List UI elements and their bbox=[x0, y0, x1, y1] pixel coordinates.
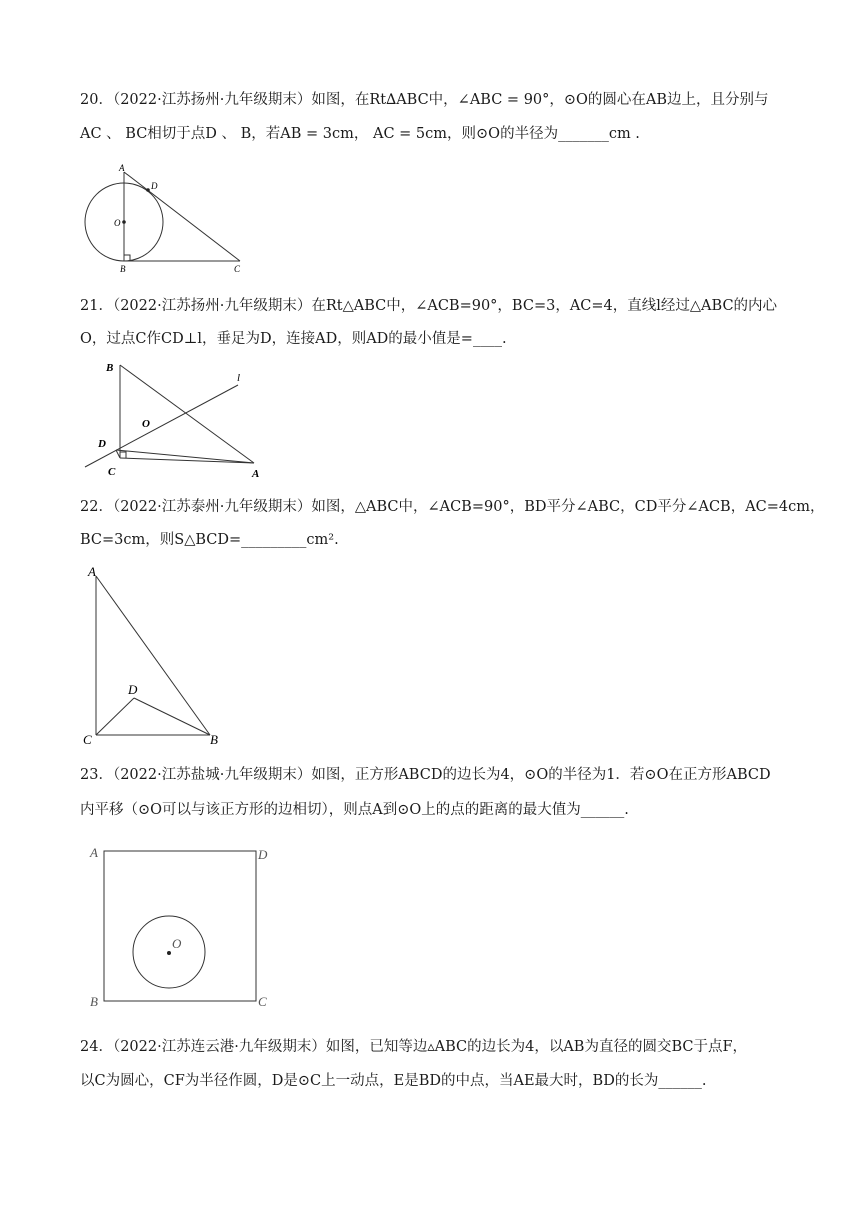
q20-line1: 20．（2022·江苏扬州·九年级期末）如图，在Rt∆ABC中，∠ABC = 90°，⊙O的圆心在AB边上，且分别与 bbox=[80, 92, 769, 108]
q21-line1: 21．（2022·江苏扬州·九年级期末）在Rt△ABC中，∠ACB=90°，BC=3，AC=4，直线l经过△ABC的内心 bbox=[80, 298, 778, 314]
q22-line2 bbox=[80, 530, 339, 550]
q21-source: （2022·江苏扬州·九年级期末） bbox=[112, 298, 312, 314]
q21-figure bbox=[80, 355, 270, 481]
q22-source: （2022·江苏泰州·九年级期末） bbox=[112, 499, 312, 515]
q23-label-o: O bbox=[172, 936, 182, 951]
q24-text1: 如图，已知等边▵ABC的边长为4，以AB为直径的圆交BC于点F， bbox=[325, 1039, 748, 1055]
q22-label-a: A bbox=[88, 564, 96, 579]
q22-text2: BC=3cm，则S△BCD=_________cm². bbox=[80, 532, 339, 548]
q20-label-a: A bbox=[119, 163, 125, 173]
q23-point-o bbox=[167, 951, 171, 955]
q20-line2 bbox=[80, 124, 640, 144]
q21-line2 bbox=[80, 329, 507, 349]
q23-label-b: B bbox=[90, 994, 98, 1009]
q21-label-c: C bbox=[108, 466, 116, 478]
q23-line2 bbox=[80, 800, 629, 820]
q23-text1: 如图，正方形ABCD的边长为4，⊙O的半径为1．若⊙O在正方形ABCD bbox=[311, 767, 771, 783]
q21-text1: 在Rt△ABC中，∠ACB=90°，BC=3，AC=4，直线l经过△ABC的内心 bbox=[311, 298, 778, 314]
q24-source: （2022·江苏连云港·九年级期末） bbox=[112, 1039, 326, 1055]
q23-label-c: C bbox=[258, 994, 267, 1009]
q20-number: 20 bbox=[80, 92, 99, 108]
q23-label-d: D bbox=[258, 847, 268, 862]
q21-label-l: l bbox=[237, 372, 241, 384]
q22-label-d: D bbox=[128, 682, 138, 697]
q21-segment-ad bbox=[116, 450, 254, 463]
q21-label-d: D bbox=[98, 438, 106, 450]
q23-source: （2022·江苏盐城·九年级期末） bbox=[112, 767, 312, 783]
q20-label-c: C bbox=[234, 264, 241, 274]
q21-side-ab bbox=[120, 365, 254, 463]
q20-point-d bbox=[146, 188, 150, 192]
q20-label-d: D bbox=[151, 181, 158, 191]
q21-number: 21 bbox=[80, 298, 99, 314]
q23-figure bbox=[86, 840, 276, 1012]
q20-label-o: O bbox=[114, 218, 121, 228]
q22-label-c: C bbox=[83, 732, 92, 747]
q21-text2: O，过点C作CD⊥l，垂足为D，连接AD，则AD的最小值是=____. bbox=[80, 331, 507, 347]
q20-right-angle-mark bbox=[124, 255, 130, 261]
q20-label-b: B bbox=[120, 264, 126, 274]
q23-line1: 23．（2022·江苏盐城·九年级期末）如图，正方形ABCD的边长为4，⊙O的半径为1．若⊙O在正方形ABCD bbox=[80, 767, 771, 783]
q21-label-a: A bbox=[252, 468, 260, 480]
q22-segment-bd bbox=[134, 698, 210, 735]
q22-side-ab bbox=[96, 576, 210, 735]
q21-side-ca bbox=[120, 458, 254, 463]
q21-segment-cd bbox=[116, 450, 120, 458]
q22-segment-cd bbox=[96, 698, 134, 735]
q24-line1: 24．（2022·江苏连云港·九年级期末）如图，已知等边▵ABC的边长为4，以AB为直径的圆交BC于点F， bbox=[80, 1039, 748, 1055]
q21-label-b: B bbox=[106, 362, 114, 374]
q20-text2: AC 、 BC相切于点D 、 B，若AB = 3cm， AC = 5cm，则⊙O的半径为_______cm . bbox=[80, 126, 640, 142]
q20-point-o bbox=[122, 220, 126, 224]
q22-label-b: B bbox=[210, 732, 218, 747]
q22-line1: 22．（2022·江苏泰州·九年级期末）如图，△ABC中，∠ACB=90°，BD平分∠ABC，CD平分∠ACB，AC=4cm， bbox=[80, 499, 825, 515]
q22-figure bbox=[80, 562, 230, 748]
q23-text2: 内平移（⊙O可以与该正方形的边相切），则点A到⊙O上的点的距离的最大值为______. bbox=[80, 802, 629, 818]
q20-text1: 如图，在Rt∆ABC中，∠ABC = 90°，⊙O的圆心在AB边上，且分别与 bbox=[311, 92, 769, 108]
q24-text2: 以C为圆心，CF为半径作圆，D是⊙C上一动点，E是BD的中点，当AE最大时，BD的长为______. bbox=[80, 1073, 707, 1089]
q22-number: 22 bbox=[80, 499, 99, 515]
q22-text1: 如图，△ABC中，∠ACB=90°，BD平分∠ABC，CD平分∠ACB，AC=4cm， bbox=[311, 499, 825, 515]
q23-square-abcd bbox=[104, 851, 256, 1001]
q20-side-ac bbox=[124, 172, 240, 261]
q20-figure bbox=[78, 160, 258, 278]
q24-line2 bbox=[80, 1071, 706, 1091]
q20-source: （2022·江苏扬州·九年级期末） bbox=[112, 92, 312, 108]
q23-number: 23 bbox=[80, 767, 99, 783]
q23-label-a: A bbox=[90, 845, 98, 860]
q21-label-o: O bbox=[142, 418, 150, 430]
q21-right-angle-mark bbox=[120, 452, 126, 458]
q24-number: 24 bbox=[80, 1039, 99, 1055]
